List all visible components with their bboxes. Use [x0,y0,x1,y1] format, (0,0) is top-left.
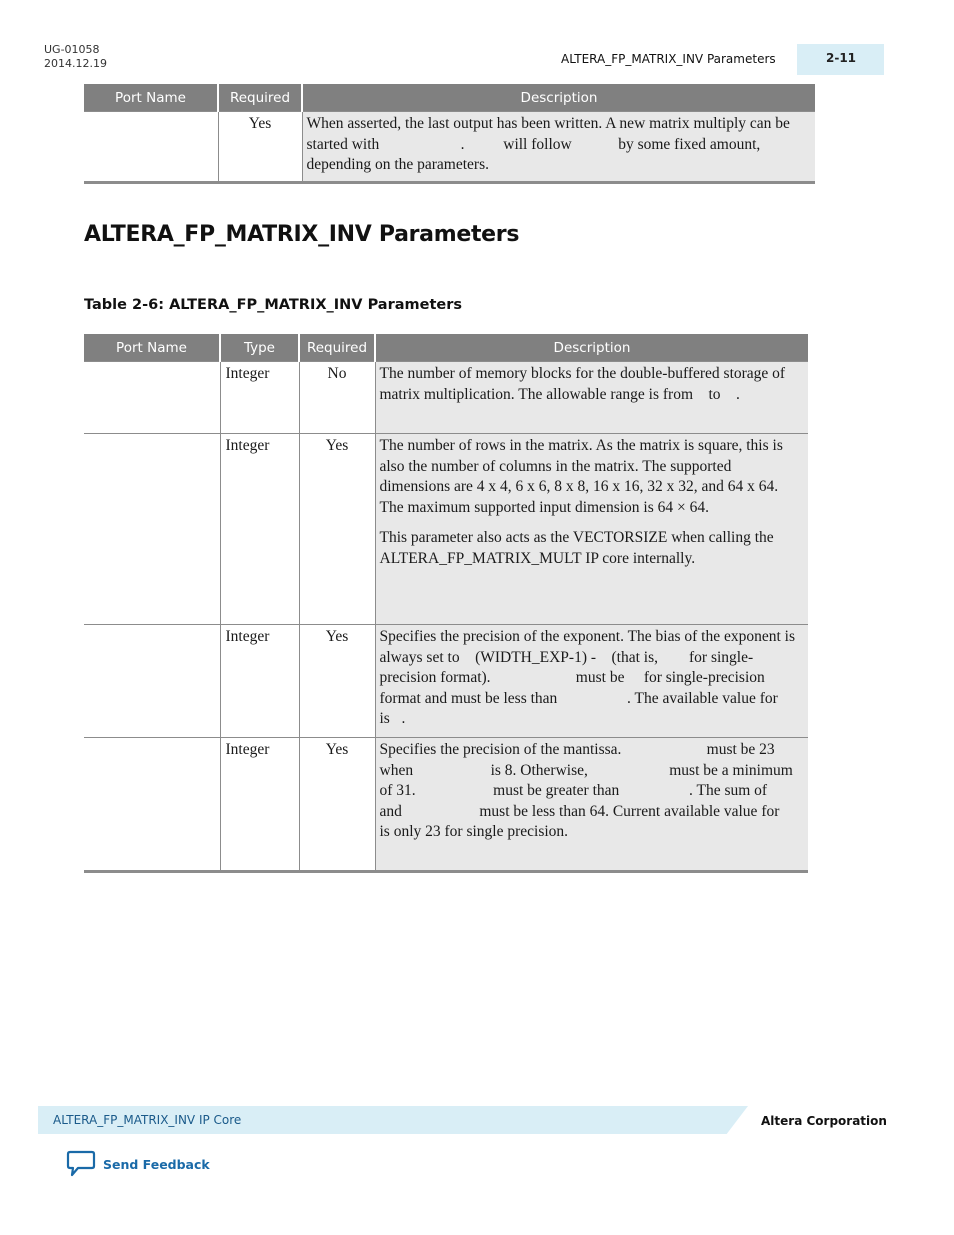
type-cell: Integer [220,434,299,625]
required-cell: Yes [299,434,375,625]
port-name-cell [84,738,220,872]
description-cell [375,738,861,872]
col-port-name: Port Name [84,84,218,112]
required-cell: Yes [218,112,302,183]
description-text: The number of rows in the matrix. As the matrix is square, this is also the number of columns in the matrix. The supported dimensions are 4 x 4, 6 x 6, 8 x 8, 16 x 16, 32 x 32, and 64 x 64. The maximum supported input dimension is 64 × 64. [379,437,783,516]
col-type: Type [220,334,299,362]
document-id-block [44,43,107,71]
col-port-name: Port Name [84,334,220,362]
port-table [84,84,815,184]
table-caption: Table 2-6: ALTERA_FP_MATRIX_INV Parameters [84,297,463,313]
port-table-header [84,84,815,112]
col-required: Required [218,84,302,112]
description-cell [302,112,815,183]
document-date: 2014.12.19 [44,57,107,70]
description-text-2: This parameter also acts as the VECTORSIZE when calling the ALTERA_FP_MATRIX_MULT IP core internally. [379,529,774,567]
running-header-title: ALTERA_FP_MATRIX_INV Parameters [561,52,776,66]
type-cell: Integer [220,625,299,738]
description-text: Specifies the precision of the mantissa. must be 23 when is 8. Otherwise, must be a minimum of 31. must be greater than . The sum of and must be less than 64. Current available value for is only 23 for single precision. [379,741,861,841]
port-name-cell [84,625,220,738]
description-text: When asserted, the last output has been written. A new matrix multiply can be started with . will follow by some fixed amount, depending on the parameters. [306,115,794,174]
type-cell: Integer [220,362,299,434]
table-row [84,112,815,183]
port-name-cell [84,362,220,434]
table-row [84,362,808,434]
required-cell: No [299,362,375,434]
table-row [84,434,808,625]
table-row [84,738,808,872]
section-heading: ALTERA_FP_MATRIX_INV Parameters [84,222,520,247]
parameter-table-header [84,334,808,362]
send-feedback-label[interactable]: Send Feedback [103,1156,210,1172]
footer-company: Altera Corporation [761,1114,887,1128]
col-description: Description [375,334,808,362]
port-name-cell [84,112,218,183]
table-row [84,625,808,738]
description-cell [375,625,860,738]
col-description: Description [302,84,815,112]
speech-bubble-icon [66,1150,96,1178]
required-cell: Yes [299,625,375,738]
type-cell: Integer [220,738,299,872]
col-required: Required [299,334,375,362]
port-name-cell [84,434,220,625]
parameter-table [84,334,861,873]
send-feedback-link[interactable] [66,1150,210,1178]
description-text: Specifies the precision of the exponent. The bias of the exponent is always set to (WIDTH_EXP-1) - (that is, for single-precision format). must be for single-precision format and must be less than . The available value for is . [379,628,860,728]
required-cell: Yes [299,738,375,872]
description-cell [375,434,808,625]
description-text: The number of memory blocks for the double-buffered storage of matrix multiplication. The allowable range is from to . [379,365,789,403]
description-cell [375,362,808,434]
page-number: 2-11 [797,44,884,75]
document-id: UG-01058 [44,43,100,56]
footer-doc-title: ALTERA_FP_MATRIX_INV IP Core [53,1113,242,1127]
